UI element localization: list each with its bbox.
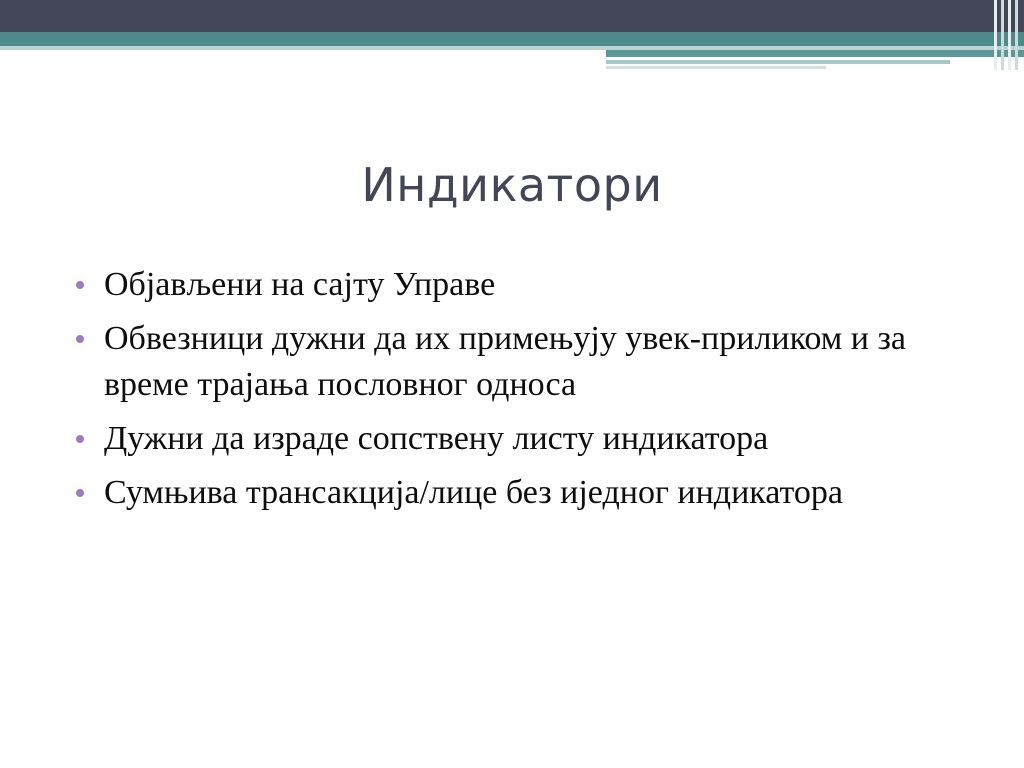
header-stripes [992, 0, 1024, 70]
bullet-item [74, 470, 974, 516]
bullet-text: Сумњива трансакција/лице без иједног индикатора [104, 474, 843, 511]
header-sub-bar-3 [606, 66, 826, 69]
bullet-dot-icon [76, 335, 84, 343]
header-bar-teal [0, 32, 1024, 46]
bullet-dot-icon [76, 489, 84, 497]
header-stripe [1008, 0, 1011, 70]
bullet-text: Обвезници дужни да их примењују увек-приликом и за време трајања пословног односа [104, 320, 906, 403]
bullet-text: Објављени на сајту Управе [104, 266, 496, 303]
header-sub-bar [606, 50, 1024, 57]
bullet-item [74, 316, 974, 408]
slide-title: Индикатори [361, 158, 663, 212]
bullet-list [74, 262, 974, 524]
header-sub-bar-2 [606, 60, 950, 64]
header-stripe [1015, 0, 1018, 70]
header-bar-dark [0, 0, 1024, 32]
bullet-text: Дужни да израде сопствену листу индикатора [104, 420, 769, 457]
bullet-dot-icon [76, 435, 84, 443]
bullet-item [74, 416, 974, 462]
header-stripe [1001, 0, 1004, 70]
header-stripe [994, 0, 997, 70]
bullet-dot-icon [76, 281, 84, 289]
bullet-item [74, 262, 974, 308]
